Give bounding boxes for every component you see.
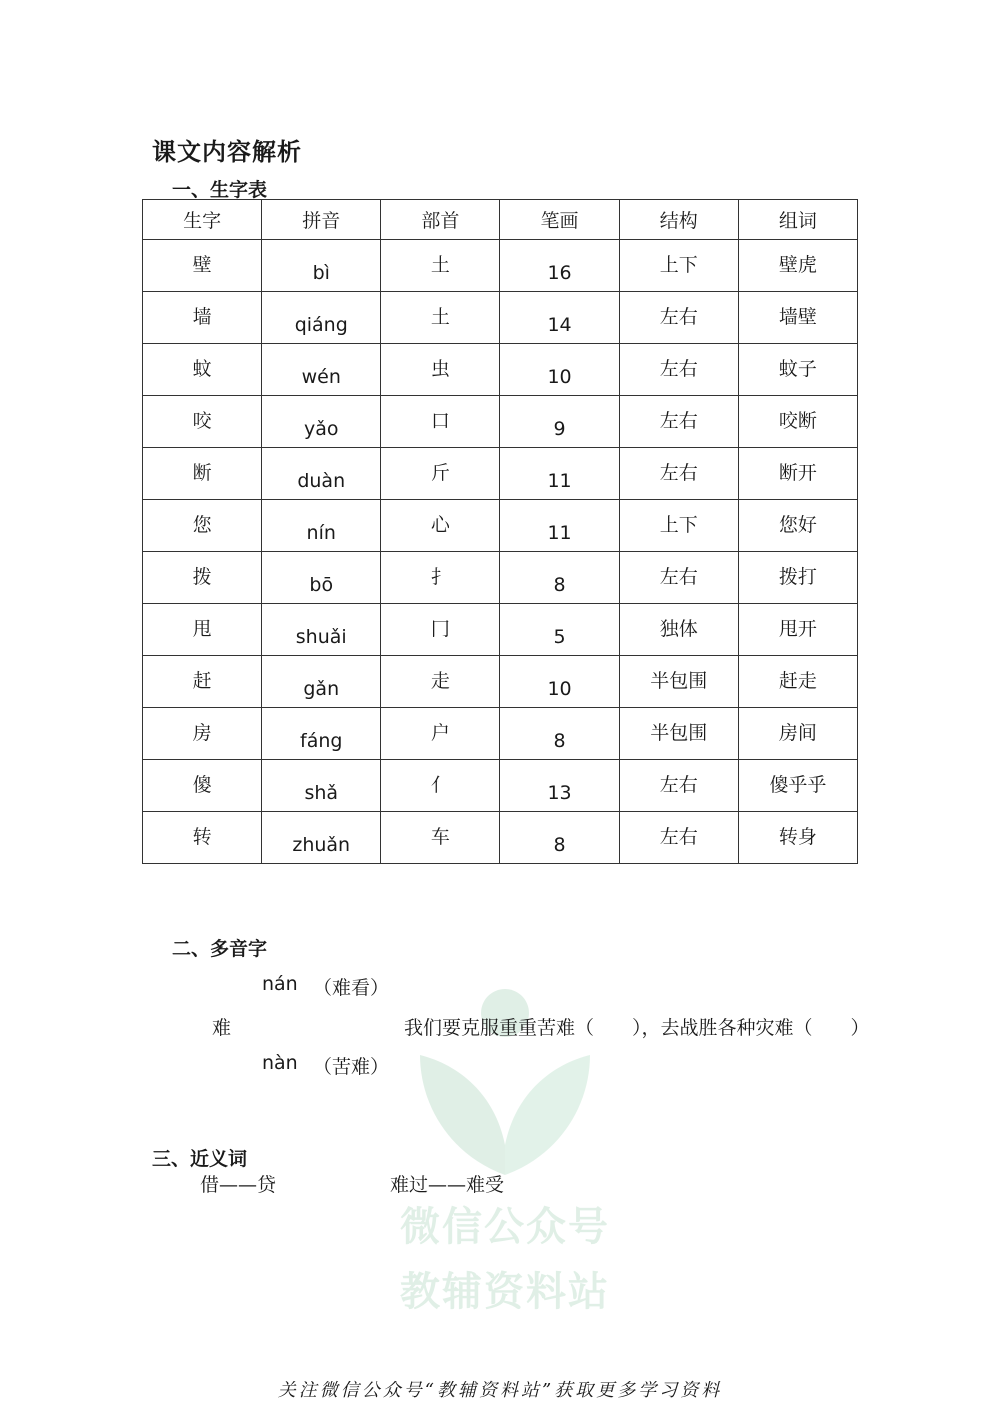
- footer-note: 关注微信公众号“教辅资料站”获取更多学习资料: [277, 1380, 723, 1401]
- section3-heading: 三、近义词: [152, 1148, 248, 1170]
- table-row: [143, 448, 858, 500]
- cell-pinyin: yǎo: [262, 396, 381, 448]
- cell-radical: 土: [381, 292, 500, 344]
- table-row: [143, 292, 858, 344]
- cell-structure: 独体: [619, 604, 738, 656]
- cell-strokes: 16: [500, 240, 619, 292]
- cell-strokes: 11: [500, 448, 619, 500]
- cell-structure: 半包围: [619, 708, 738, 760]
- cell-strokes: 8: [500, 812, 619, 864]
- cell-pinyin: shǎ: [262, 760, 381, 812]
- cell-radical: 口: [381, 396, 500, 448]
- cell-words: 傻乎乎: [738, 760, 857, 812]
- cell-structure: 左右: [619, 292, 738, 344]
- table-header-row: [143, 200, 858, 240]
- cell-pinyin: shuǎi: [262, 604, 381, 656]
- cell-words: 咬断: [738, 396, 857, 448]
- cell-radical: 土: [381, 240, 500, 292]
- cell-words: 转身: [738, 812, 857, 864]
- cell-structure: 上下: [619, 240, 738, 292]
- table-row: [143, 604, 858, 656]
- reading-nan4: nàn: [262, 1052, 298, 1074]
- column-header: 部首: [381, 200, 500, 240]
- synonym-pair: 难过——难受: [390, 1174, 505, 1196]
- cell-char: 傻: [143, 760, 262, 812]
- table-row: [143, 708, 858, 760]
- cell-char: 您: [143, 500, 262, 552]
- cell-structure: 左右: [619, 448, 738, 500]
- cell-char: 赶: [143, 656, 262, 708]
- column-header: 结构: [619, 200, 738, 240]
- synonym-pair: 借——贷: [200, 1174, 277, 1196]
- cell-words: 房间: [738, 708, 857, 760]
- cell-pinyin: gǎn: [262, 656, 381, 708]
- watermark-line1: 微信公众号: [400, 1204, 610, 1250]
- cell-words: 赶走: [738, 656, 857, 708]
- cell-words: 拨打: [738, 552, 857, 604]
- cell-radical: 虫: [381, 344, 500, 396]
- example-nan4: （苦难）: [313, 1056, 390, 1078]
- table-row: [143, 500, 858, 552]
- cell-strokes: 11: [500, 500, 619, 552]
- cell-radical: 冂: [381, 604, 500, 656]
- cell-structure: 左右: [619, 552, 738, 604]
- table-row: [143, 812, 858, 864]
- section2-heading: 二、多音字: [172, 938, 268, 960]
- cell-pinyin: nín: [262, 500, 381, 552]
- table-row: [143, 396, 858, 448]
- cell-pinyin: wén: [262, 344, 381, 396]
- cell-words: 蚊子: [738, 344, 857, 396]
- cell-words: 壁虎: [738, 240, 857, 292]
- cell-char: 咬: [143, 396, 262, 448]
- cell-radical: 车: [381, 812, 500, 864]
- cell-strokes: 14: [500, 292, 619, 344]
- cell-structure: 上下: [619, 500, 738, 552]
- cell-radical: 斤: [381, 448, 500, 500]
- example-nan: （难看）: [313, 977, 390, 999]
- cell-radical: 亻: [381, 760, 500, 812]
- cell-words: 断开: [738, 448, 857, 500]
- table-row: [143, 760, 858, 812]
- cell-char: 甩: [143, 604, 262, 656]
- cell-radical: 心: [381, 500, 500, 552]
- watermark-line2: 教辅资料站: [400, 1269, 610, 1315]
- cell-words: 甩开: [738, 604, 857, 656]
- cell-strokes: 10: [500, 344, 619, 396]
- cell-char: 拨: [143, 552, 262, 604]
- table-row: [143, 344, 858, 396]
- cell-pinyin: fáng: [262, 708, 381, 760]
- column-header: 拼音: [262, 200, 381, 240]
- column-header: 组词: [738, 200, 857, 240]
- table-row: [143, 240, 858, 292]
- cell-pinyin: duàn: [262, 448, 381, 500]
- table-row: [143, 552, 858, 604]
- cell-pinyin: bì: [262, 240, 381, 292]
- cell-pinyin: bō: [262, 552, 381, 604]
- section1-heading: 一、生字表: [172, 179, 268, 201]
- cell-char: 墙: [143, 292, 262, 344]
- cell-radical: 走: [381, 656, 500, 708]
- cell-structure: 左右: [619, 344, 738, 396]
- cell-words: 墙壁: [738, 292, 857, 344]
- cell-structure: 左右: [619, 760, 738, 812]
- page-title: 课文内容解析: [152, 137, 302, 166]
- reading-nan: nán: [262, 973, 298, 995]
- character-table: [142, 199, 858, 864]
- column-header: 生字: [143, 200, 262, 240]
- cell-radical: 扌: [381, 552, 500, 604]
- cell-words: 您好: [738, 500, 857, 552]
- cell-structure: 左右: [619, 812, 738, 864]
- polyphone-char: 难: [212, 1017, 232, 1039]
- cell-strokes: 13: [500, 760, 619, 812]
- cell-structure: 半包围: [619, 656, 738, 708]
- cell-strokes: 10: [500, 656, 619, 708]
- cell-radical: 户: [381, 708, 500, 760]
- cell-strokes: 5: [500, 604, 619, 656]
- cell-pinyin: qiáng: [262, 292, 381, 344]
- column-header: 笔画: [500, 200, 619, 240]
- cell-char: 蚊: [143, 344, 262, 396]
- cell-strokes: 8: [500, 708, 619, 760]
- cell-strokes: 9: [500, 396, 619, 448]
- cell-structure: 左右: [619, 396, 738, 448]
- cell-char: 转: [143, 812, 262, 864]
- cell-strokes: 8: [500, 552, 619, 604]
- polyphone-exercise: 我们要克服重重苦难（ ），去战胜各种灾难（ ）: [404, 1017, 870, 1039]
- cell-char: 壁: [143, 240, 262, 292]
- table-row: [143, 656, 858, 708]
- cell-char: 断: [143, 448, 262, 500]
- cell-char: 房: [143, 708, 262, 760]
- cell-pinyin: zhuǎn: [262, 812, 381, 864]
